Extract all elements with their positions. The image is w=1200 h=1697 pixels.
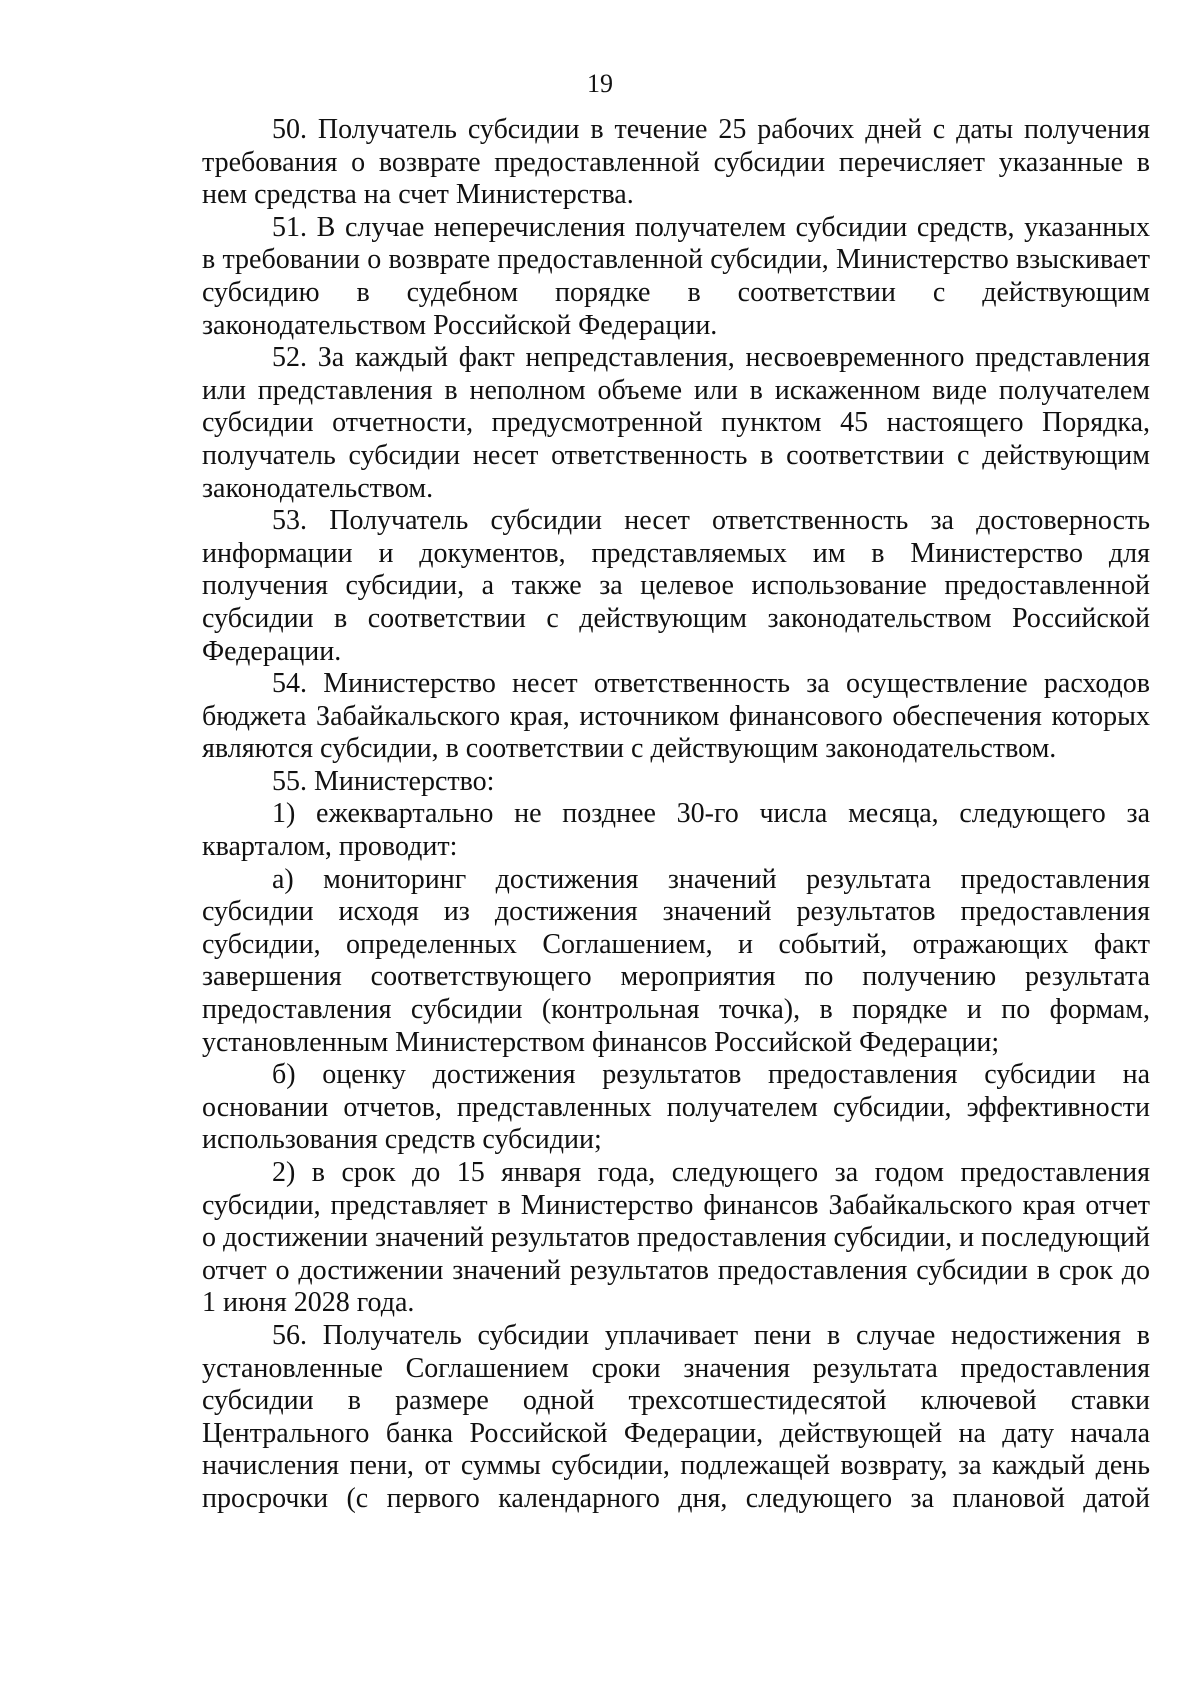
paragraph-52: 52. За каждый факт непредставления, несвоевременного представления или представления в неполном объеме или в искаженном виде получателем субсидии отчетности, предусмотренной пунктом 45 настоящего Порядка, получатель субсидии несет ответственность в соответствии с действующим законодательством. [202,342,1150,504]
paragraph-55-item-1b: б) оценку достижения результатов предоставления субсидии на основании отчетов, представленных получателем субсидии, эффективности использования средств субсидии; [202,1059,1150,1156]
paragraph-56: 56. Получатель субсидии уплачивает пени в случае недостижения в установленные Соглашением сроки значения результата предоставления субсидии в размере одной трехсотшестидесятой ключевой ставки Центрального банка Российской Федерации, действующей на дату начала начисления пени, от суммы субсидии, подлежащей возврату, за каждый день просрочки (с первого календарного дня, следующего за плановой датой [202,1319,1150,1514]
page-number: 19 [587,69,613,98]
paragraph-55-item-1a: а) мониторинг достижения значений результата предоставления субсидии исходя из достижения значений результатов предоставления субсидии, определенных Соглашением, и событий, отражающих факт завершения соответствующего мероприятия по получению результата предоставления субсидии (контрольная точка), в порядке и по формам, установленным Министерством финансов Российской Федерации; [202,863,1150,1058]
paragraph-53: 53. Получатель субсидии несет ответственность за достоверность информации и документов, представляемых им в Министерство для получения субсидии, а также за целевое использование предоставленной субсидии в соответствии с действующим законодательством Российской Федерации. [202,505,1150,667]
paragraph-55: 55. Министерство: [272,765,495,797]
document-body [202,114,1150,1516]
paragraph-55-item-1: 1) ежеквартально не позднее 30-го числа месяца, следующего за кварталом, проводит: [202,798,1150,863]
paragraph-55-item-2: 2) в срок до 15 января года, следующего за годом предоставления субсидии, представляет в Министерство финансов Забайкальского края отчет о достижении значений результатов предоставления субсидии, и последующий отчет о достижении значений результатов предоставления субсидии в срок до 1 июня 2028 года. [202,1157,1150,1319]
paragraph-50: 50. Получатель субсидии в течение 25 рабочих дней с даты получения требования о возврате предоставленной субсидии перечисляет указанные в нем средства на счет Министерства. [202,114,1150,211]
paragraph-54: 54. Министерство несет ответственность за осуществление расходов бюджета Забайкальского края, источником финансового обеспечения которых являются субсидии, в соответствии с действующим законодательством. [202,668,1150,765]
paragraph-51: 51. В случае неперечисления получателем субсидии средств, указанных в требовании о возврате предоставленной субсидии, Министерство взыскивает субсидию в судебном порядке в соответствии с действующим законодательством Российской Федерации. [202,211,1150,341]
